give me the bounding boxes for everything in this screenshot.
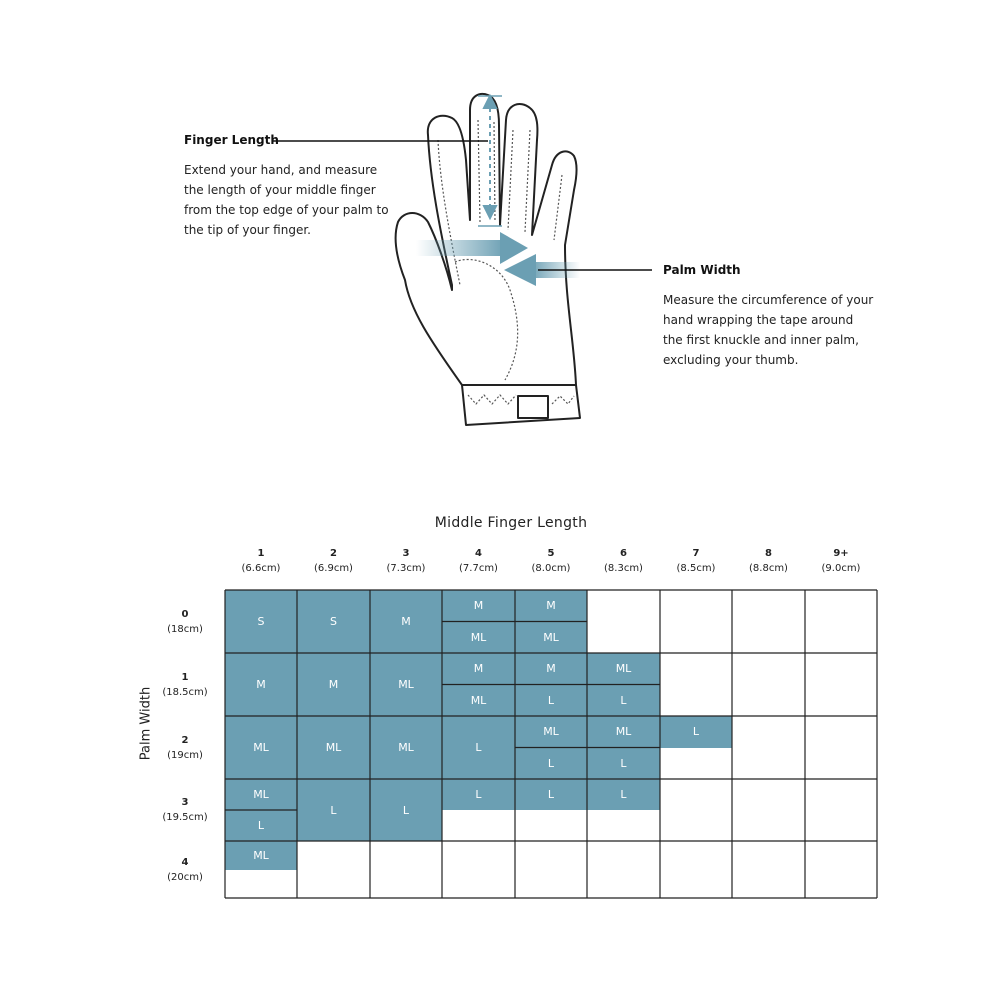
- column-cm: (8.8cm): [749, 563, 788, 574]
- column-cm: (6.6cm): [241, 563, 281, 574]
- finger-length-line-2: the length of your middle finger: [184, 183, 376, 197]
- size-label: L: [620, 693, 627, 707]
- size-label: ML: [470, 630, 487, 644]
- size-label: ML: [398, 678, 414, 691]
- column-cm: (8.3cm): [604, 563, 643, 574]
- column-number: 6: [620, 548, 627, 559]
- column-cm: (8.5cm): [676, 563, 716, 574]
- column-cm: (7.3cm): [386, 563, 426, 574]
- row-cm: (19.5cm): [162, 812, 208, 823]
- column-cm: (9.0cm): [821, 563, 861, 574]
- column-number: 9+: [833, 548, 849, 559]
- size-label: ML: [253, 848, 269, 862]
- size-label: L: [547, 756, 555, 770]
- size-label: ML: [253, 741, 269, 754]
- size-label: L: [547, 788, 555, 801]
- size-label: L: [475, 788, 482, 801]
- column-cm: (7.7cm): [459, 563, 498, 574]
- column-cm: (8.0cm): [531, 563, 571, 574]
- row-number: 3: [181, 797, 189, 808]
- row-cm: (18cm): [167, 623, 203, 635]
- finger-length-line-4: the tip of your finger.: [184, 223, 311, 237]
- row-cm: (20cm): [167, 871, 203, 883]
- palm-width-line-2: hand wrapping the tape around: [663, 313, 854, 327]
- size-label: M: [328, 678, 339, 691]
- size-label: L: [257, 819, 265, 832]
- column-number: 4: [475, 548, 482, 559]
- row-cm: (18.5cm): [162, 686, 208, 698]
- size-label: ML: [543, 630, 559, 644]
- size-label: M: [473, 599, 484, 613]
- size-label: S: [257, 615, 265, 628]
- palm-width-line-4: excluding your thumb.: [663, 353, 799, 367]
- size-label: L: [620, 788, 627, 801]
- column-number: 3: [402, 548, 410, 559]
- size-label: ML: [398, 741, 414, 754]
- palm-width-title: Palm Width: [663, 263, 741, 277]
- size-label: ML: [615, 725, 632, 739]
- size-label: ML: [615, 662, 632, 676]
- column-number: 7: [692, 548, 700, 559]
- row-number: 4: [181, 856, 189, 868]
- y-axis-label: Palm Width: [138, 686, 154, 761]
- palm-width-line-1: Measure the circumference of your: [663, 293, 874, 307]
- size-label: L: [475, 741, 482, 754]
- size-label: M: [546, 662, 556, 676]
- column-cm: (6.9cm): [314, 563, 353, 574]
- size-label: L: [330, 803, 337, 817]
- chart-title: Middle Finger Length: [434, 515, 588, 531]
- row-number: 2: [181, 734, 189, 746]
- size-label: M: [473, 662, 484, 676]
- size-label: L: [692, 725, 700, 739]
- size-label: L: [402, 803, 410, 817]
- column-number: 8: [765, 548, 772, 559]
- finger-length-line-1: Extend your hand, and measure: [184, 163, 378, 177]
- column-number: 5: [547, 548, 555, 559]
- row-number: 1: [181, 671, 189, 683]
- size-label: ML: [470, 693, 487, 707]
- size-label: M: [256, 678, 266, 691]
- size-label: ML: [253, 788, 269, 801]
- size-label: L: [620, 756, 627, 770]
- size-label: ML: [543, 725, 559, 739]
- finger-length-title: Finger Length: [184, 133, 279, 147]
- finger-length-line-3: from the top edge of your palm to: [184, 203, 389, 217]
- size-label: ML: [325, 741, 342, 754]
- column-number: 1: [257, 548, 265, 559]
- size-label: M: [546, 599, 556, 613]
- row-number: 0: [181, 608, 189, 620]
- row-cm: (19cm): [167, 749, 203, 761]
- size-label: M: [401, 615, 411, 628]
- palm-width-line-3: the first knuckle and inner palm,: [663, 333, 859, 347]
- size-label: S: [330, 615, 337, 628]
- size-label: L: [547, 693, 555, 707]
- column-number: 2: [330, 548, 337, 559]
